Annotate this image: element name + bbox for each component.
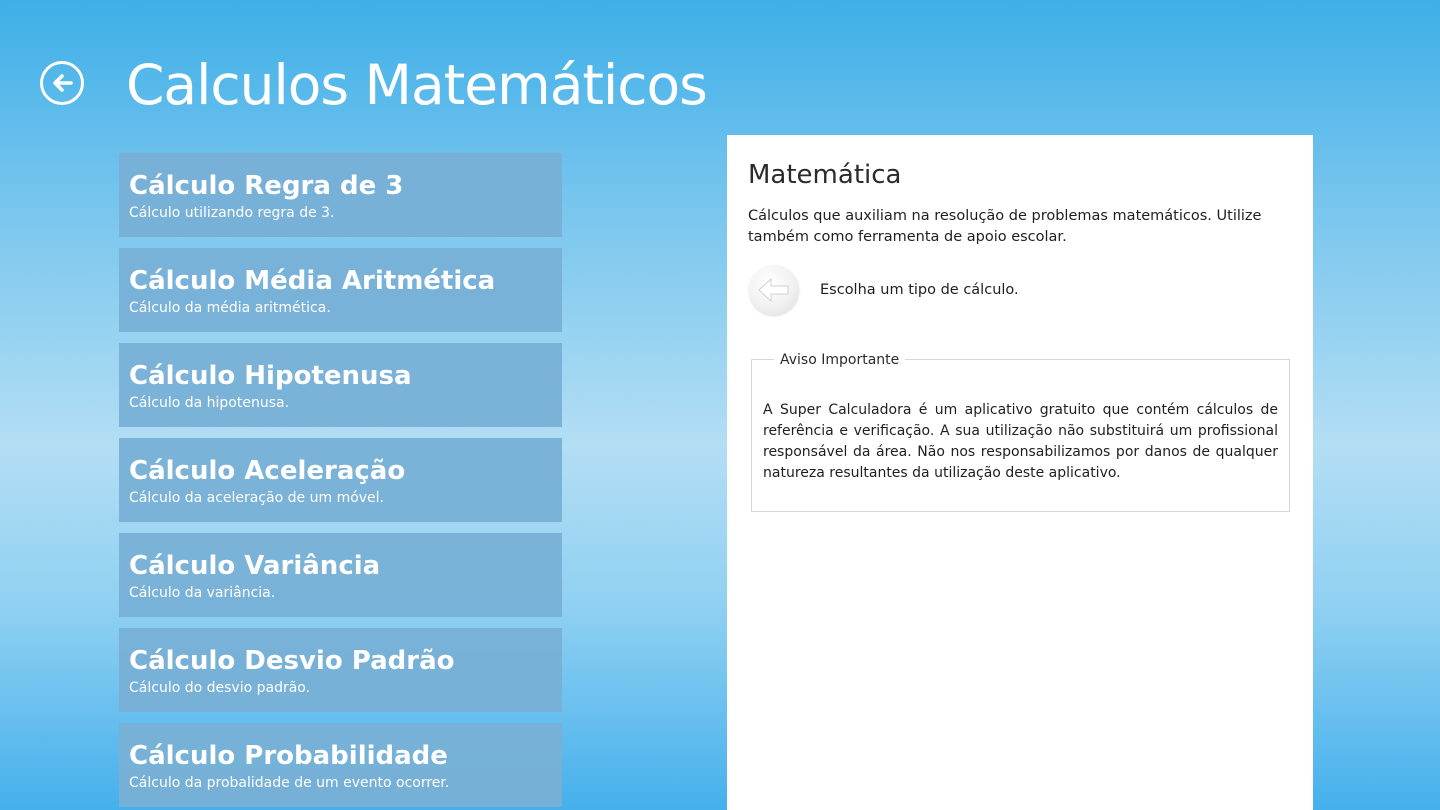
calc-item-desvio-padrao[interactable] (119, 628, 562, 712)
calc-item-variancia[interactable] (119, 533, 562, 617)
notice-box (751, 352, 1290, 512)
detail-title: Matemática (748, 160, 902, 190)
calc-item-description: Cálculo da hipotenusa. (129, 395, 290, 411)
calc-item-description: Cálculo da variância. (129, 585, 276, 601)
calc-item-description: Cálculo utilizando regra de 3. (129, 205, 335, 221)
calc-item-regra-de-3[interactable] (119, 153, 562, 237)
calc-item-probabilidade[interactable] (119, 723, 562, 807)
detail-panel (727, 135, 1313, 810)
calc-item-title: Cálculo Aceleração (129, 456, 406, 486)
calc-item-title: Cálculo Desvio Padrão (129, 646, 455, 676)
calculation-list (119, 153, 562, 810)
arrow-left-icon (749, 265, 799, 315)
calc-item-description: Cálculo da probalidade de um evento ocorrer. (129, 775, 450, 791)
calc-item-title: Cálculo Variância (129, 551, 381, 581)
calc-item-description: Cálculo do desvio padrão. (129, 680, 311, 696)
detail-description: Cálculos que auxiliam na resolução de problemas matemáticos. Utilize também como ferramenta de apoio escolar. (748, 208, 1262, 245)
calc-item-description: Cálculo da média aritmética. (129, 300, 331, 316)
calc-item-title: Cálculo Hipotenusa (129, 361, 412, 391)
notice-legend: Aviso Importante (774, 351, 905, 369)
calc-item-title: Cálculo Probabilidade (129, 741, 448, 771)
calc-item-description: Cálculo da aceleração de um móvel. (129, 490, 385, 506)
back-button[interactable] (40, 61, 84, 105)
notice-text: A Super Calculadora é um aplicativo gratuito que contém cálculos de referência e verificação. A sua utilização não substituirá um profissional responsável da área. Não nos responsabilizamos por danos de qualquer natureza resultantes da utilização deste aplicativo. (763, 402, 1278, 481)
hint-text: Escolha um tipo de cálculo. (820, 282, 1019, 298)
calc-item-media-aritmetica[interactable] (119, 248, 562, 332)
calc-item-aceleracao[interactable] (119, 438, 562, 522)
calc-item-title: Cálculo Regra de 3 (129, 171, 404, 201)
arrow-left-circle-icon (49, 70, 75, 96)
calc-item-title: Cálculo Média Aritmética (129, 266, 496, 296)
calc-item-hipotenusa[interactable] (119, 343, 562, 427)
page-title: Calculos Matemáticos (126, 53, 707, 117)
